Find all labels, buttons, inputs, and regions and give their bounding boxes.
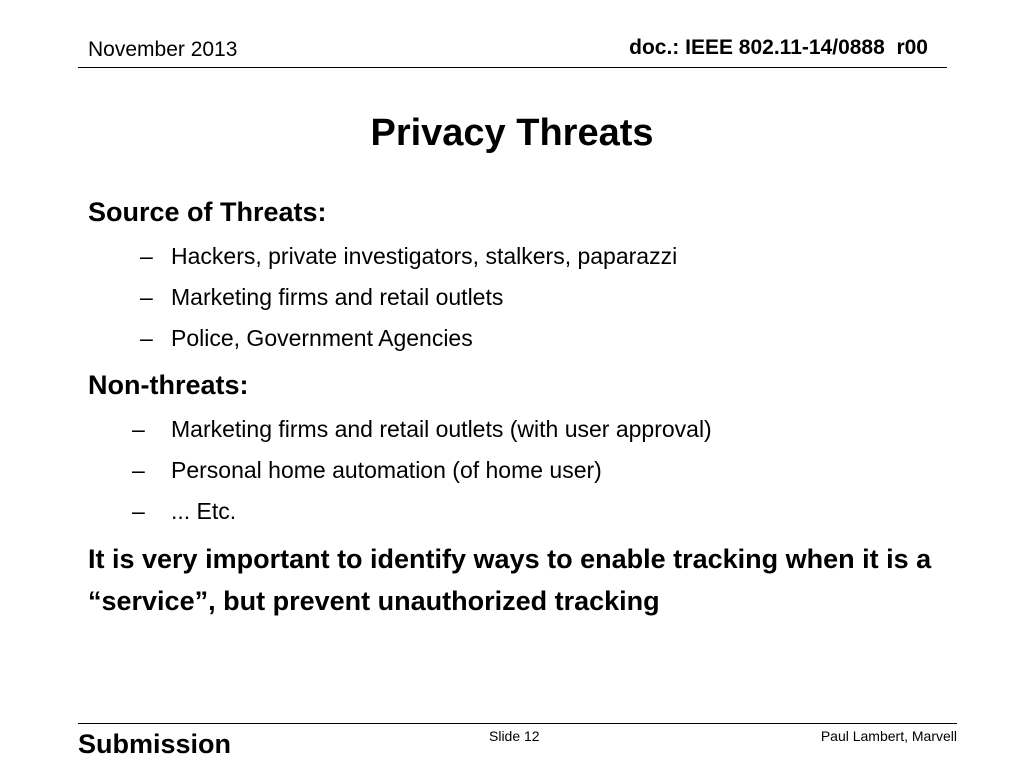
dash-bullet-icon: – — [140, 325, 153, 351]
list-item-text: Hackers, private investigators, stalkers, paparazzi — [171, 243, 678, 269]
list-item — [88, 409, 948, 450]
list-item — [88, 277, 948, 318]
list-item — [88, 318, 948, 359]
header-divider — [78, 67, 947, 68]
list-item-text: ... Etc. — [171, 498, 237, 524]
list-item — [88, 491, 948, 532]
section-heading-sources: Source of Threats: — [88, 197, 327, 227]
footer-divider — [78, 723, 957, 724]
list-item-text: Personal home automation (of home user) — [171, 457, 602, 483]
dash-bullet-icon: – — [132, 498, 145, 524]
dash-bullet-icon: – — [140, 284, 153, 310]
footer-slide-number: Slide 12 — [489, 728, 540, 744]
list-item-text: Police, Government Agencies — [171, 325, 473, 351]
header-doc-id: doc.: IEEE 802.11-14/0888 r00 — [629, 36, 928, 59]
dash-bullet-icon: – — [140, 243, 153, 269]
section-heading-non-threats: Non-threats: — [88, 370, 249, 400]
list-item-text: Marketing firms and retail outlets — [171, 284, 504, 310]
non-threats-list — [88, 409, 948, 532]
footer-submission-label: Submission — [78, 729, 232, 759]
sources-list — [88, 236, 948, 359]
footer-author: Paul Lambert, Marvell — [820, 728, 957, 744]
slide-title: Privacy Threats — [370, 112, 654, 154]
header-date: November 2013 — [88, 38, 238, 61]
list-item — [88, 236, 948, 277]
slide-body — [88, 192, 948, 622]
conclusion-statement: It is very important to identify ways to enable tracking when it is a “service”, but prevent unauthorized tracking — [88, 544, 932, 616]
list-item — [88, 450, 948, 491]
dash-bullet-icon: – — [132, 457, 145, 483]
dash-bullet-icon: – — [132, 416, 145, 442]
list-item-text: Marketing firms and retail outlets (with user approval) — [171, 416, 712, 442]
